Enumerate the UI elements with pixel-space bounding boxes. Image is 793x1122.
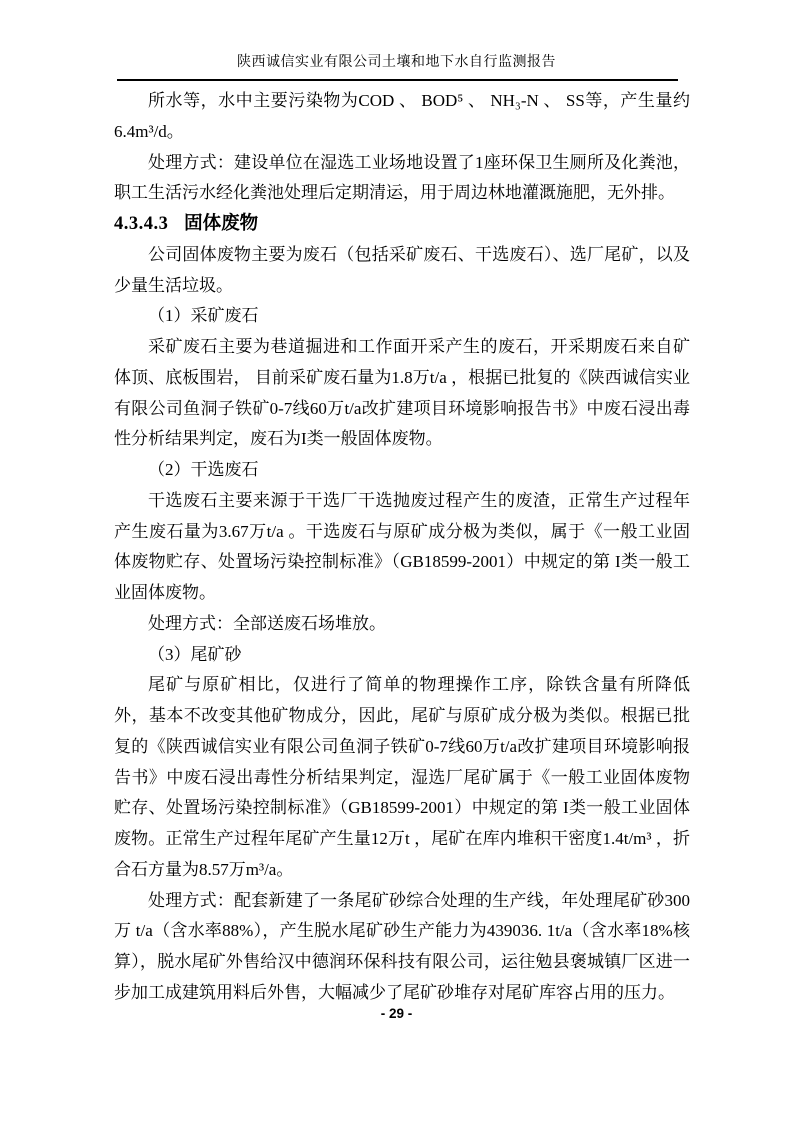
body-paragraph: 尾矿与原矿相比，仅进行了简单的物理操作工序，除铁含量有所降低外，基本不改变其他矿物成分，因此，尾矿与原矿成分极为类似。根据已批复的《陕西诚信实业有限公司鱼洞子铁矿0-7线60万t/a改扩建项目环境影响报告书》中废石浸出毒性分析结果判定，湿选厂尾矿属于《一般工业固体废物贮存、处置场污染控制标准》（GB18599-2001）中规定的第 I类一般工业固体废物。正常生产过程年尾矿产生量12万t ，尾矿在库内堆积干密度1.4t/m³ ，折合石方量为8.57万m³/a。 [114,675,690,879]
body-paragraph: 处理方式：配套新建了一条尾矿砂综合处理的生产线，年处理尾矿砂300万 t/a（含水率88%），产生脱水尾矿砂生产能力为439036. 1t/a（含水率18%核算），脱水尾矿外售给汉中德润环保科技有限公司，运往勉县褒城镇厂区进一步加工成建筑用料后外售，大幅减少了尾矿砂堆存对尾矿库容占用的压力。 [114,890,690,1002]
body-paragraph: 采矿废石主要为巷道掘进和工作面开采产生的废石，开采期废石来自矿体顶、底板围岩， 目前采矿废石量为1.8万t/a ，根据已批复的《陕西诚信实业有限公司鱼洞子铁矿0-7线60万t/a改扩建项目环境影响报告书》中废石浸出毒性分析结果判定，废石为I类一般固体废物。 [114,337,690,449]
section-heading-number: 4.3.4.3 [114,214,169,234]
section-heading-title: 固体废物 [184,214,259,234]
list-item-heading: （2）干选废石 [148,460,259,479]
page-number: - 29 - [380,1006,413,1021]
body-paragraph: 处理方式：建设单位在湿选工业场地设置了1座环保卫生厕所及化粪池，职工生活污水经化粪池处理后定期清运，用于周边林地灌溉施肥，无外排。 [114,152,690,203]
header-rule [117,79,678,81]
body-paragraph: 所水等，水中主要污染物为COD 、 BOD⁵ 、 NH₃-N 、 SS等，产生量约6.4m³/d。 [114,91,690,141]
body-paragraph: 干选废石主要来源于干选厂干选抛废过程产生的废渣，正常生产过程年产生废石量为3.67万t/a 。干选废石与原矿成分极为类似，属于《一般工业固体废物贮存、处置场污染控制标准》（GB18599-2001）中规定的第 I类一般工业固体废物。 [114,490,690,602]
section-heading [114,209,690,240]
page-header-title: 陕西诚信实业有限公司土壤和地下水自行监测报告 [237,55,556,70]
body-paragraph: 处理方式：全部送废石场堆放。 [148,613,386,633]
list-item-heading: （1）采矿废石 [148,306,259,326]
body-paragraph: 公司固体废物主要为废石（包括采矿废石、干选废石）、选厂尾矿，以及少量生活垃圾。 [114,244,690,295]
document-body [114,86,690,1009]
list-item-heading: （3）尾矿砂 [148,644,242,664]
